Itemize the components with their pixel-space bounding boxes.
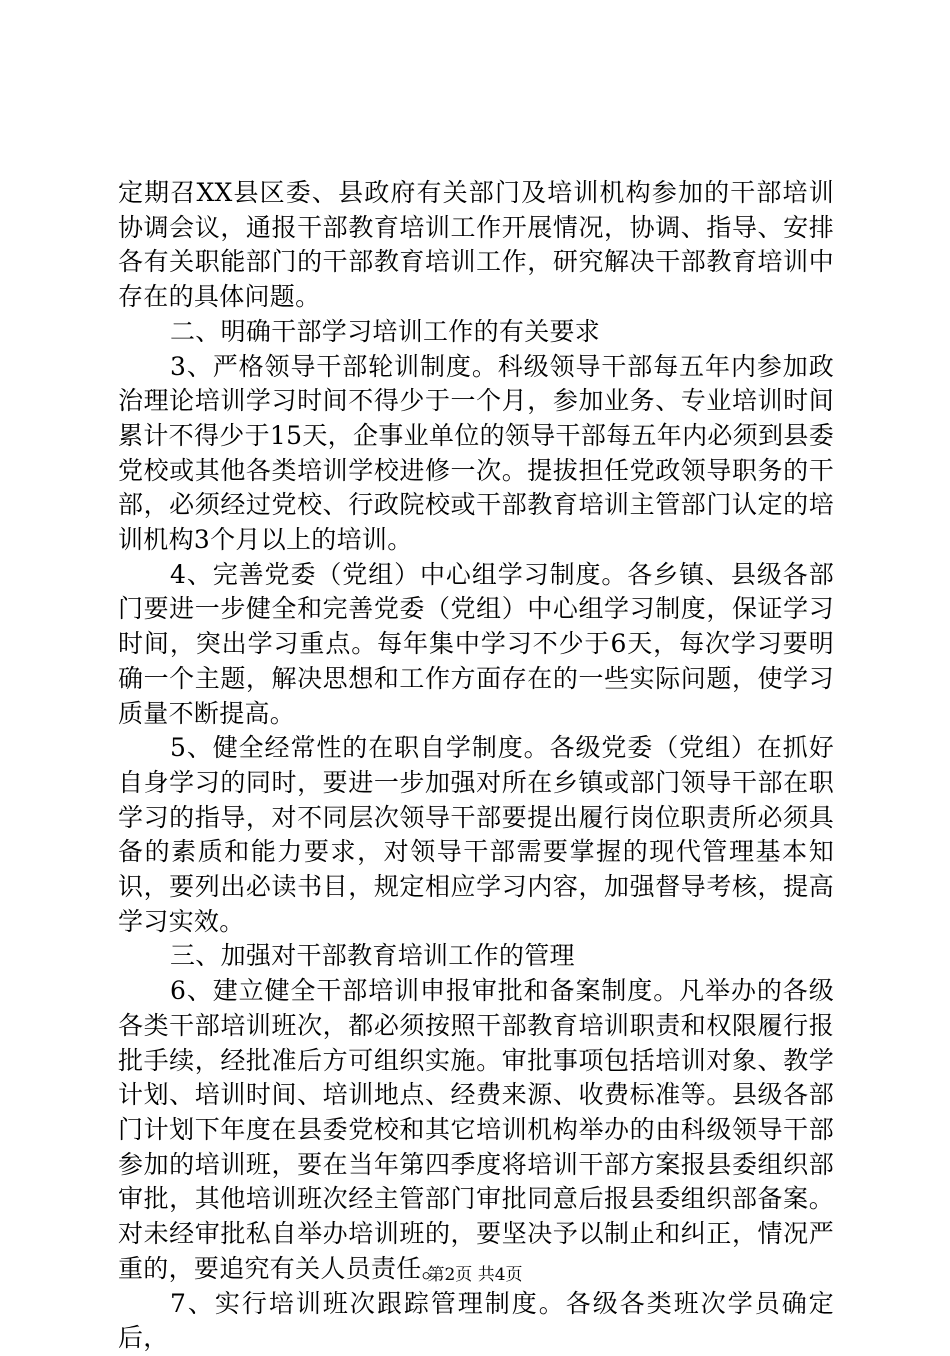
- page-footer: 第2页 共4页: [427, 1265, 523, 1285]
- section-heading-3: 三、加强对干部教育培训工作的管理: [170, 941, 575, 971]
- paragraph-item-4: 4、完善党委（党组）中心组学习制度。各乡镇、县级各部门要进一步健全和完善党委（党组）中心组学习制度，保证学习时间，突出学习重点。每年集中学习不少于6天，每次学习要明确一个主题，解决思想和工作方面存在的一些实际问题，使学习质量不断提高。: [118, 559, 834, 728]
- section-heading-2: 二、明确干部学习培训工作的有关要求: [170, 316, 601, 346]
- paragraph-item-3: 3、严格领导干部轮训制度。科级领导干部每五年内参加政治理论培训学习时间不得少于一个月，参加业务、专业培训时间累计不得少于15天，企事业单位的领导干部每五年内必须到县委党校或其他各类培训学校进修一次。提拔担任党政领导职务的干部，必须经过党校、行政院校或干部教育培训主管部门认定的培训机构3个月以上的培训。: [118, 351, 834, 555]
- paragraph-item-7: 7、实行培训班次跟踪管理制度。各级各类班次学员确定后，: [118, 1288, 834, 1353]
- paragraph-item-5: 5、健全经常性的在职自学制度。各级党委（党组）在抓好自身学习的同时，要进一步加强对所在乡镇或部门领导干部在职学习的指导，对不同层次领导干部要提出履行岗位职责所必须具备的素质和能力要求，对领导干部需要掌握的现代管理基本知识，要列出必读书目，规定相应学习内容，加强督导考核，提高学习实效。: [118, 733, 834, 936]
- paragraph-item-6: 6、建立健全干部培训申报审批和备案制度。凡举办的各级各类干部培训班次，都必须按照干部教育培训职责和权限履行报批手续，经批准后方可组织实施。审批事项包括培训对象、教学计划、培训时间、培训地点、经费来源、收费标准等。县级各部门计划下年度在县委党校和其它培训机构举办的由科级领导干部参加的培训班，要在当年第四季度将培训干部方案报县委组织部审批，其他培训班次经主管部门审批同意后报县委组织部备案。对未经审批私自举办培训班的，要坚决予以制止和纠正，情况严重的，要追究有关人员责任。: [118, 976, 834, 1283]
- document-body: [118, 176, 834, 1356]
- paragraph-continuation: 定期召XX县区委、县政府有关部门及培训机构参加的干部培训协调会议，通报干部教育培训工作开展情况，协调、指导、安排各有关职能部门的干部教育培训工作，研究解决干部教育培训中存在的具体问题。: [118, 178, 834, 312]
